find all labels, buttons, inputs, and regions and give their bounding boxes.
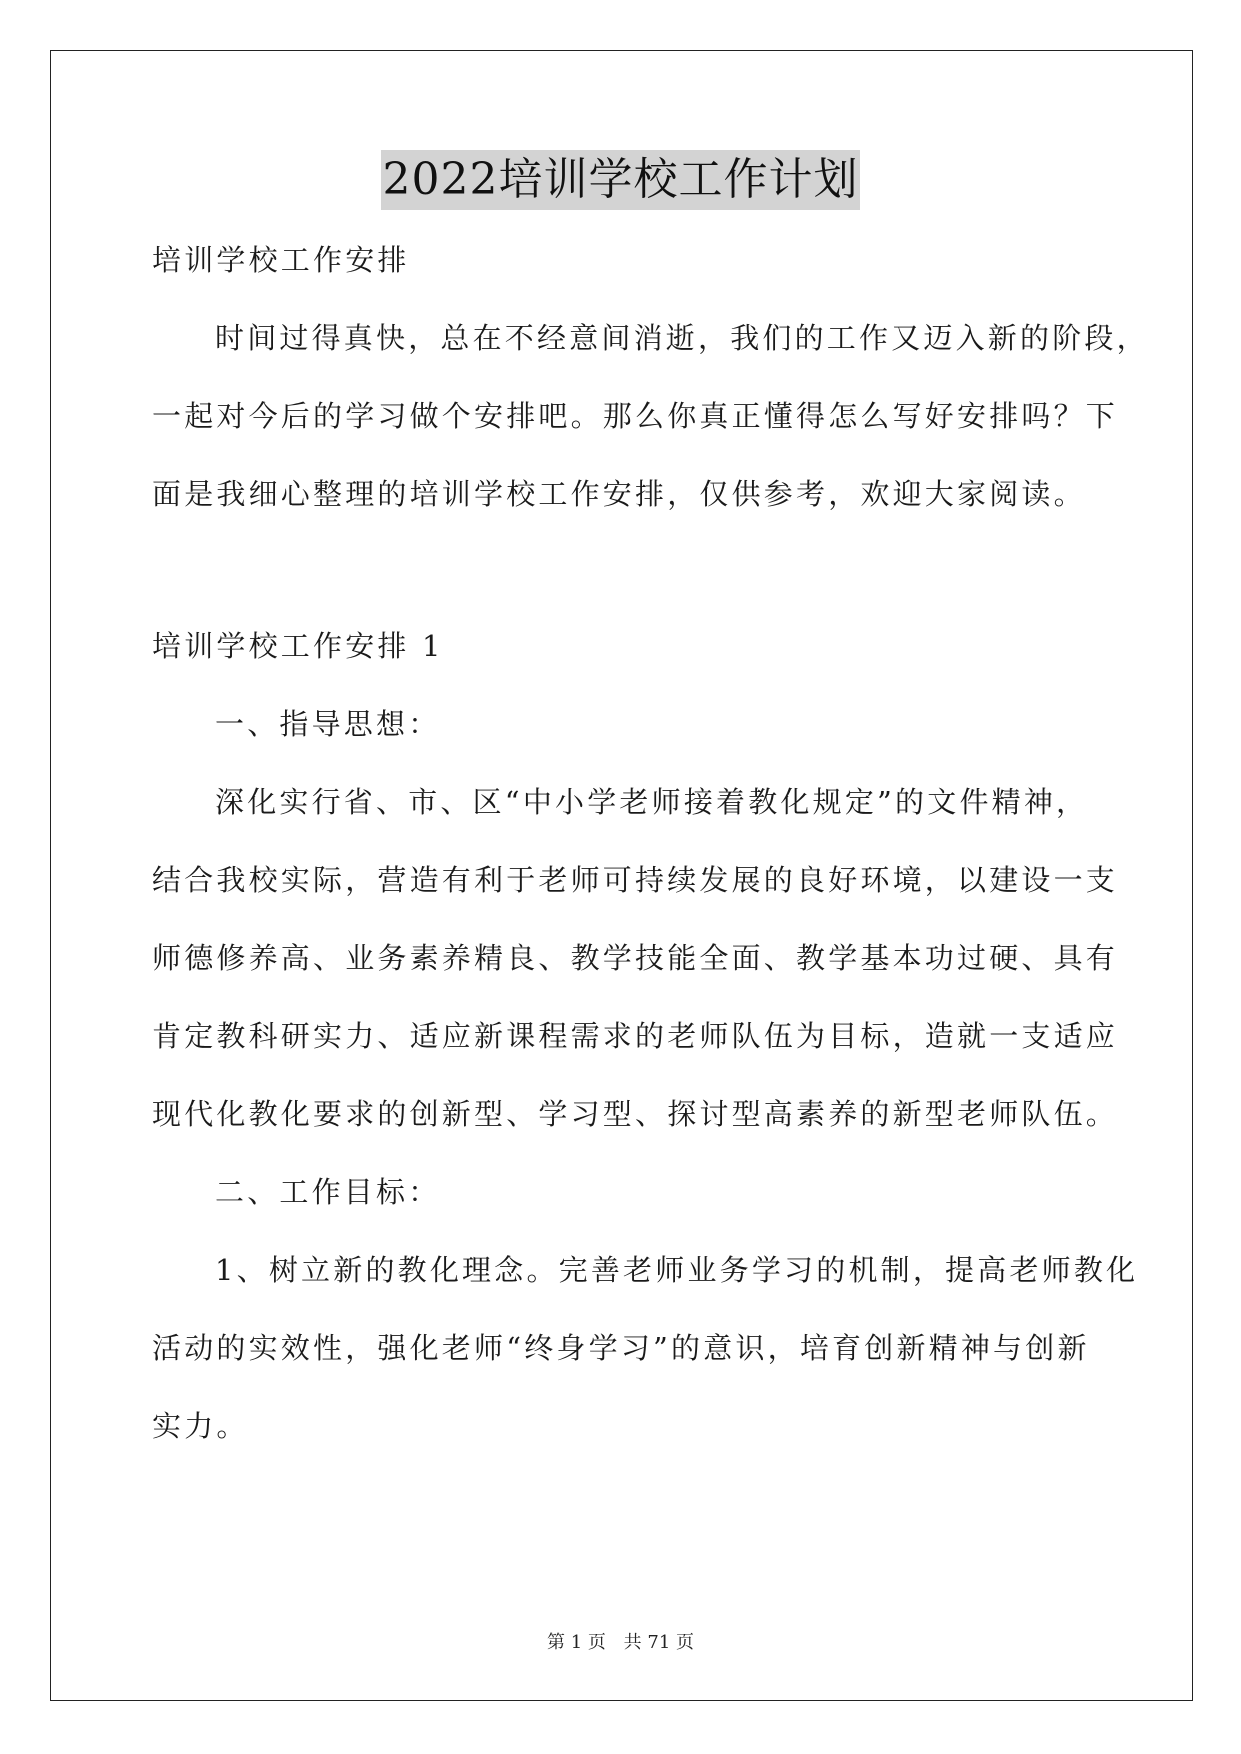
paragraph-line: 结合我校实际，营造有利于老师可持续发展的良好环境，以建设一支 [152, 863, 1119, 897]
paragraph-line: 一起对今后的学习做个安排吧。那么你真正懂得怎么写好安排吗？下 [152, 399, 1119, 433]
page-footer [0, 1628, 1241, 1654]
section-heading: 培训学校工作安排 [152, 243, 410, 277]
subheading: 二、工作目标： [215, 1175, 441, 1209]
paragraph-line: 实力。 [152, 1409, 249, 1443]
subheading: 一、指导思想： [215, 707, 441, 741]
paragraph-line: 时间过得真快，总在不经意间消逝，我们的工作又迈入新的阶段， [215, 321, 1149, 355]
page-total: 共 71 页 [623, 1632, 694, 1653]
page-number: 第 1 页 [547, 1632, 606, 1653]
section-heading: 培训学校工作安排 1 [152, 629, 444, 663]
paragraph-line: 面是我细心整理的培训学校工作安排，仅供参考，欢迎大家阅读。 [152, 477, 1086, 511]
document-title: 2022培训学校工作计划 [381, 150, 861, 210]
paragraph-line: 肯定教科研实力、适应新课程需求的老师队伍为目标，造就一支适应 [152, 1019, 1119, 1053]
paragraph-line: 深化实行省、市、区“中小学老师接着教化规定”的文件精神， [215, 785, 1089, 819]
title-container [0, 150, 1241, 210]
paragraph-line: 现代化教化要求的创新型、学习型、探讨型高素养的新型老师队伍。 [152, 1097, 1119, 1131]
paragraph-line: 1、树立新的教化理念。完善老师业务学习的机制，提高老师教化 [215, 1253, 1139, 1287]
paragraph-line: 师德修养高、业务素养精良、教学技能全面、教学基本功过硬、具有 [152, 941, 1119, 975]
paragraph-line: 活动的实效性，强化老师“终身学习”的意识，培育创新精神与创新 [152, 1331, 1090, 1365]
